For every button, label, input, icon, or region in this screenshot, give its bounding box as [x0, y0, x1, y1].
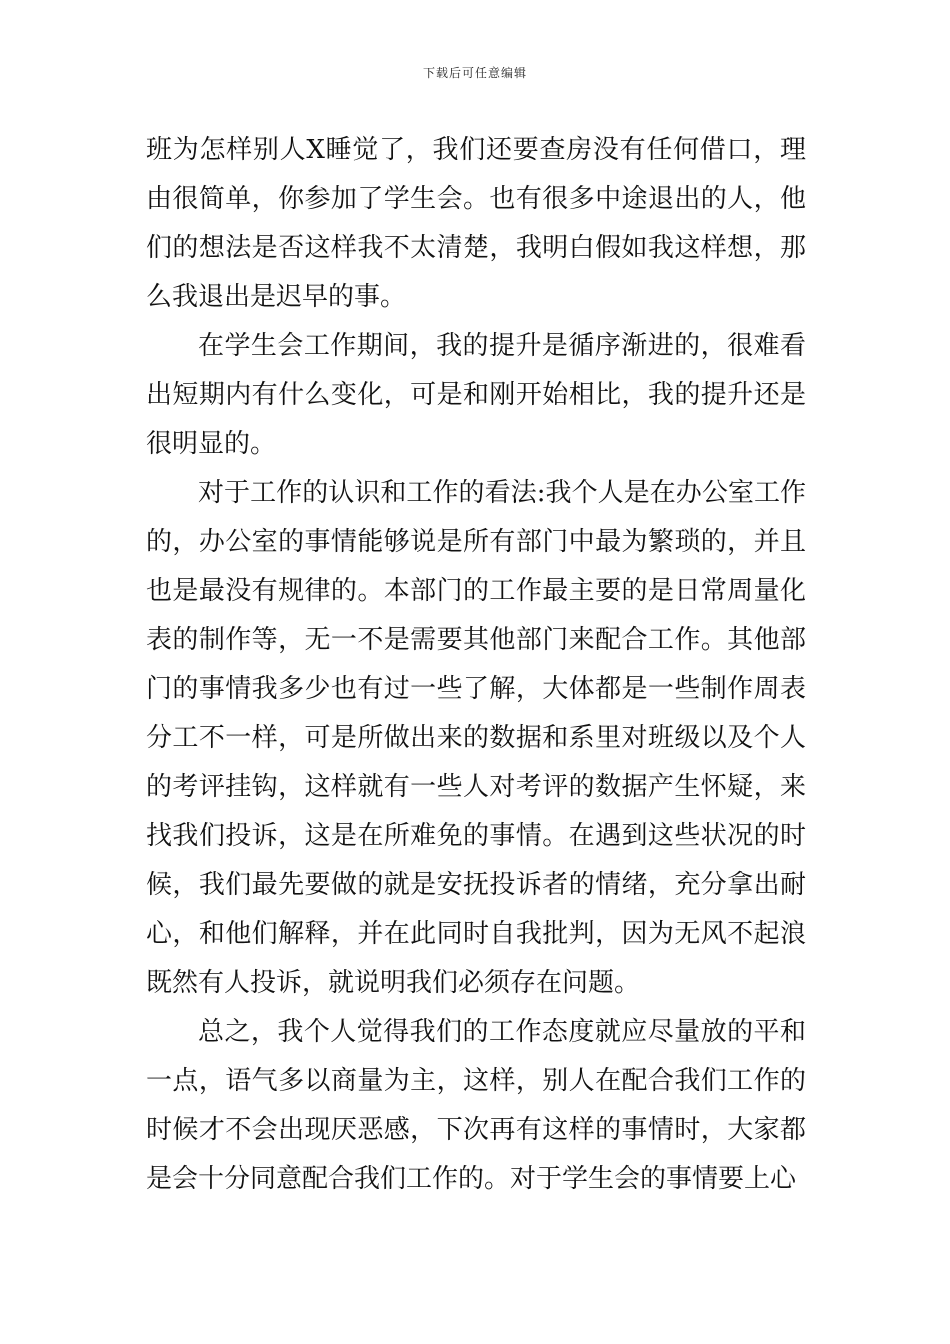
page-header: 下载后可任意编辑 [422, 66, 527, 80]
paragraph: 总之，我个人觉得我们的工作态度就应尽量放的平和一点，语气多以商量为主，这样，别人在配合我们工作的时候才不会出现厌恶感，下次再有这样的事情时，大家都是会十分同意配合我们工作的。对于学生会的事情要上心 [146, 1017, 806, 1194]
document-body [146, 126, 806, 1204]
paragraph: 对于工作的认识和工作的看法:我个人是在办公室工作的，办公室的事情能够说是所有部门中最为繁琐的，并且也是最没有规律的。本部门的工作最主要的是日常周量化表的制作等，无一不是需要其他部门来配合工作。其他部门的事情我多少也有过一些了解，大体都是一些制作周表分工不一样，可是所做出来的数据和系里对班级以及个人的考评挂钩，这样就有一些人对考评的数据产生怀疑，来找我们投诉，这是在所难免的事情。在遇到这些状况的时候，我们最先要做的就是安抚投诉者的情绪，充分拿出耐心，和他们解释，并在此同时自我批判，因为无风不起浪既然有人投诉，就说明我们必须存在问题。 [146, 478, 806, 998]
paragraph: 班为怎样别人Ⅹ睡觉了，我们还要查房没有任何借口，理由很简单，你参加了学生会。也有很多中途退出的人，他们的想法是否这样我不太清楚，我明白假如我这样想，那么我退出是迟早的事。 [146, 135, 806, 312]
paragraph: 在学生会工作期间，我的提升是循序渐进的，很难看出短期内有什么变化，可是和刚开始相比，我的提升还是很明显的。 [146, 331, 806, 459]
